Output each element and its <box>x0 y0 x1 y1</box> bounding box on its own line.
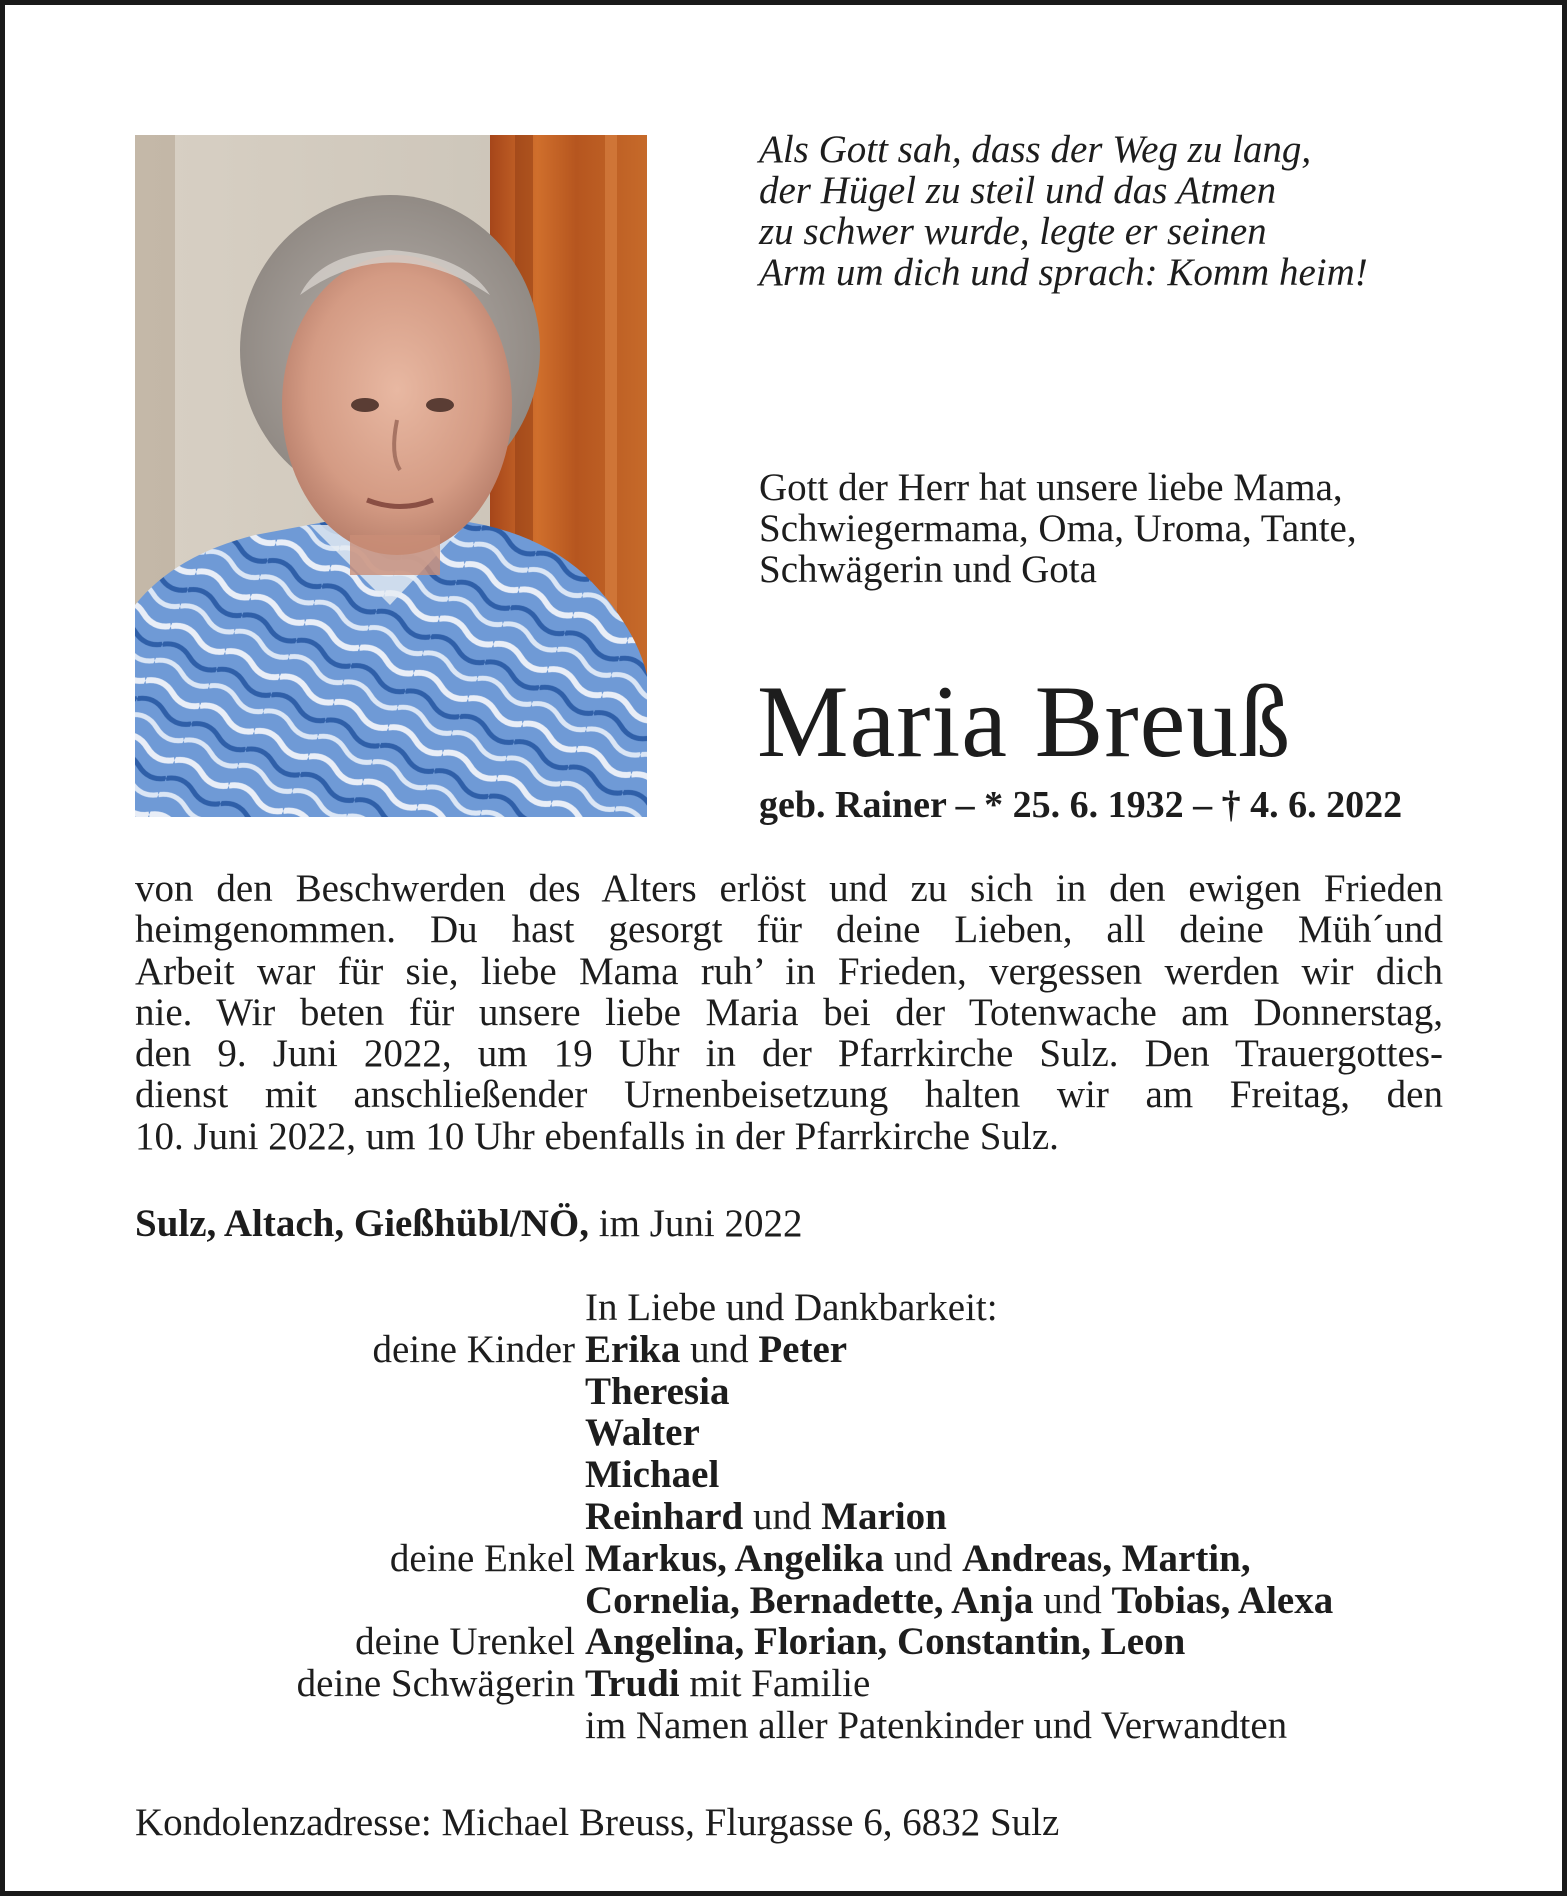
mourner-name: Reinhard <box>585 1494 744 1538</box>
mourner-connector: und <box>1033 1578 1112 1622</box>
mourner-name: Peter <box>758 1327 848 1371</box>
mourner-role <box>135 1454 585 1496</box>
mourner-name: Erika <box>585 1327 681 1371</box>
mourner-role: deine Kinder <box>372 1327 575 1371</box>
mourner-row <box>135 1412 1475 1454</box>
intro-text <box>759 467 1439 590</box>
places-towns: Sulz, Altach, Gießhübl/NÖ, <box>135 1202 590 1245</box>
mourner-names <box>585 1663 1475 1705</box>
mourner-role <box>135 1580 585 1622</box>
mourner-role <box>135 1371 585 1413</box>
mourner-row <box>135 1329 1475 1371</box>
mourner-row <box>135 1663 1475 1705</box>
mourner-row <box>135 1580 1475 1622</box>
mourner-role <box>135 1412 585 1454</box>
mourners-list <box>135 1287 1475 1747</box>
deceased-dates: geb. Rainer – * 25. 6. 1932 – † 4. 6. 2022 <box>759 784 1403 826</box>
mourner-role <box>135 1496 585 1538</box>
mourner-names <box>585 1412 1475 1454</box>
poem <box>759 129 1479 293</box>
intro-line: Schwägerin und Gota <box>759 548 1097 591</box>
mourner-connector: und <box>743 1494 822 1538</box>
body-line: nie. Wir beten für unsere liebe Maria bei der Totenwache am Donnerstag, <box>135 990 1443 1034</box>
mourner-row <box>135 1538 1475 1580</box>
mourner-names <box>585 1329 1475 1371</box>
poem-line: der Hügel zu steil und das Atmen <box>759 169 1277 212</box>
mourner-names <box>585 1580 1475 1622</box>
mourner-name: Andreas, Martin, <box>962 1536 1251 1580</box>
mourner-role <box>135 1705 585 1747</box>
mourner-connector: mit Familie <box>679 1662 871 1706</box>
mourner-role: deine Urenkel <box>355 1620 575 1664</box>
portrait-photo <box>135 135 647 817</box>
body-text <box>135 868 1443 1157</box>
body-line: dienst mit anschließender Urnenbeisetzung halten wir am Freitag, den <box>135 1073 1443 1117</box>
body-line: von den Beschwerden des Alters erlöst und zu sich in den ewigen Frieden <box>135 867 1443 910</box>
mourners-heading-row <box>135 1287 1475 1329</box>
condolence-address: Kondolenzadresse: Michael Breuss, Flurgasse 6, 6832 Sulz <box>135 1801 1060 1844</box>
mourners-heading: In Liebe und Dankbarkeit: <box>585 1286 998 1329</box>
mourner-row <box>135 1705 1475 1747</box>
mourner-connector: im Namen aller Patenkinder und Verwandten <box>585 1703 1288 1747</box>
body-line: den 9. Juni 2022, um 19 Uhr in der Pfarrkirche Sulz. Den Trauergottes- <box>135 1032 1443 1076</box>
mourner-names <box>585 1705 1475 1747</box>
places-date: im Juni 2022 <box>589 1202 803 1245</box>
mourner-role: deine Enkel <box>389 1536 575 1580</box>
mourner-names <box>585 1454 1475 1496</box>
body-line: 10. Juni 2022, um 10 Uhr ebenfalls in der Pfarrkirche Sulz. <box>135 1114 1059 1158</box>
mourner-name: Markus, Angelika <box>585 1536 885 1580</box>
body-line: heimgenommen. Du hast gesorgt für deine Lieben, all deine Müh´und <box>135 908 1443 952</box>
mourner-row <box>135 1454 1475 1496</box>
poem-line: Arm um dich und sprach: Komm heim! <box>759 251 1368 294</box>
mourner-role: deine Schwägerin <box>296 1662 575 1706</box>
mourner-names <box>585 1371 1475 1413</box>
poem-line: zu schwer wurde, legte er seinen <box>759 210 1267 253</box>
mourner-names <box>585 1538 1475 1580</box>
intro-line: Schwiegermama, Oma, Uroma, Tante, <box>759 507 1357 550</box>
mourner-name: Trudi <box>585 1662 680 1706</box>
mourner-names <box>585 1621 1475 1663</box>
mourner-row <box>135 1621 1475 1663</box>
mourner-name: Marion <box>821 1494 947 1538</box>
deceased-name: Maria Breuß <box>757 665 1292 779</box>
body-line: Arbeit war für sie, liebe Mama ruh’ in Frieden, vergessen werden wir dich <box>135 949 1443 993</box>
mourner-row <box>135 1496 1475 1538</box>
mourner-name: Walter <box>585 1411 700 1455</box>
mourner-name: Theresia <box>585 1369 730 1413</box>
mourner-name: Tobias, Alexa <box>1111 1578 1334 1622</box>
mourner-row <box>135 1371 1475 1413</box>
mourner-connector: und <box>680 1327 759 1371</box>
mourner-connector: und <box>884 1536 963 1580</box>
mourner-names <box>585 1496 1475 1538</box>
mourner-name: Angelina, Florian, Constantin, Leon <box>585 1620 1186 1664</box>
places-line <box>135 1202 1035 1246</box>
mourner-name: Cornelia, Bernadette, Anja <box>585 1578 1034 1622</box>
mourner-name: Michael <box>585 1453 720 1497</box>
poem-line: Als Gott sah, dass der Weg zu lang, <box>759 128 1312 171</box>
intro-line: Gott der Herr hat unsere liebe Mama, <box>759 466 1343 509</box>
